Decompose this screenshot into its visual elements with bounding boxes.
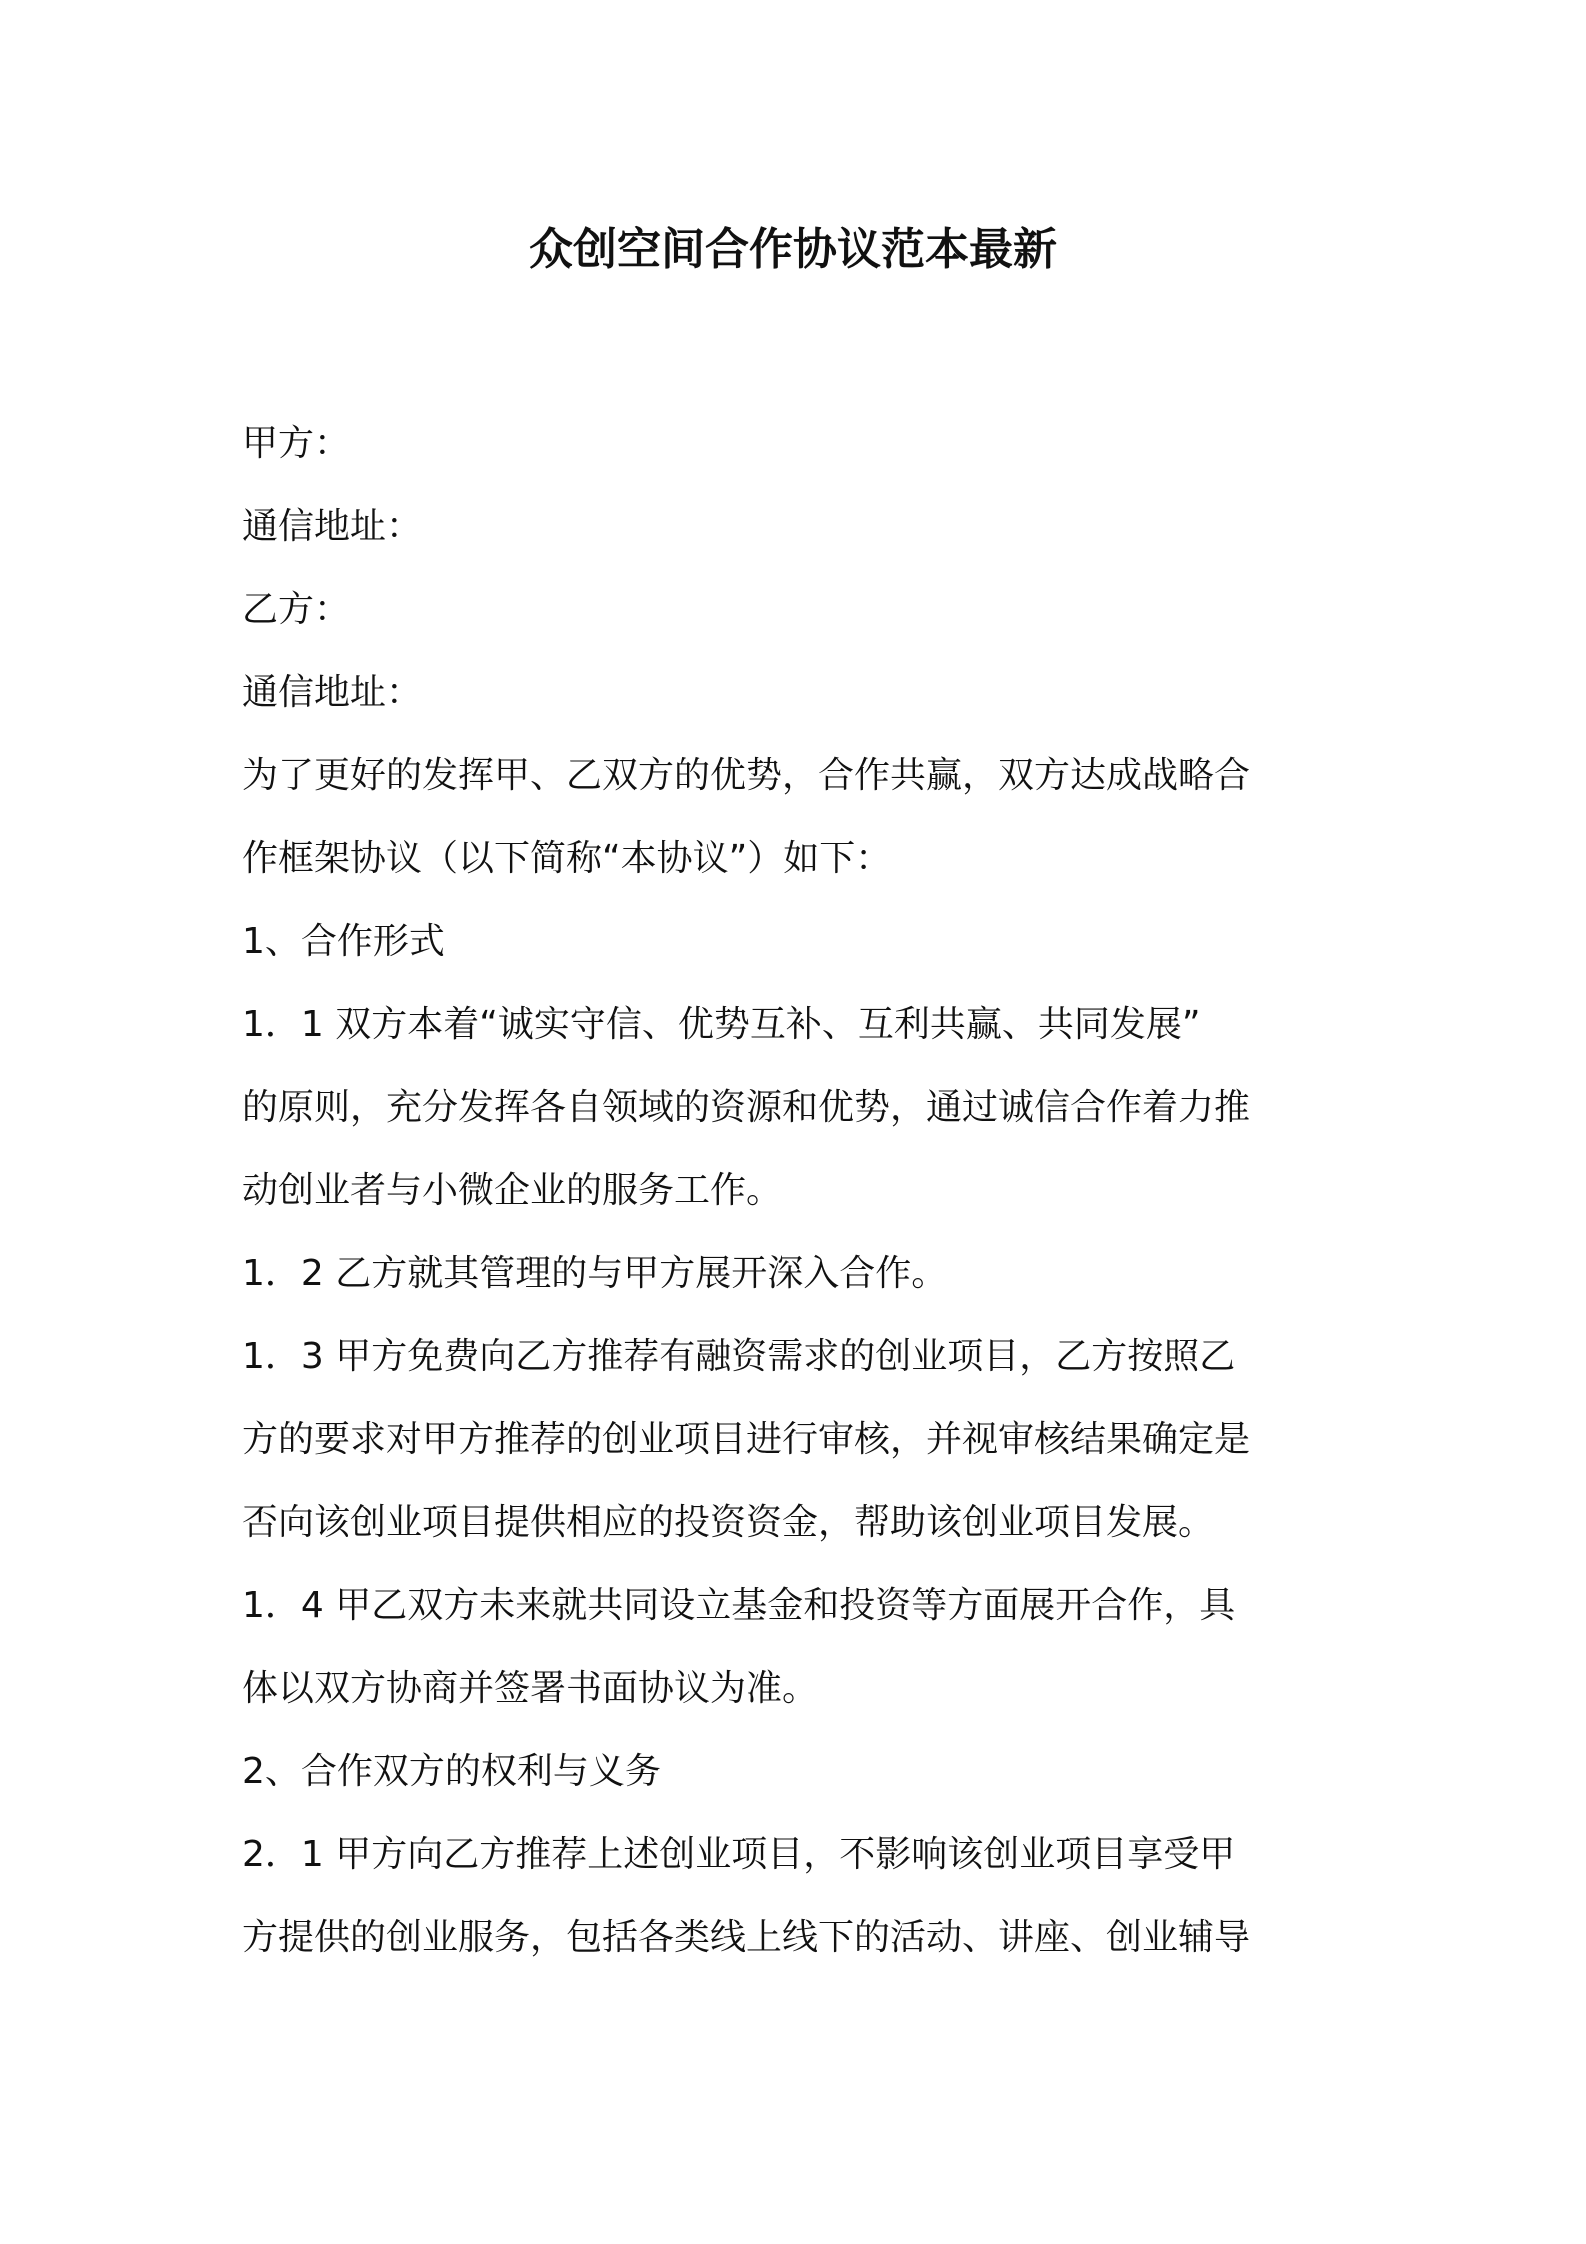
document-title: 众创空间合作协议范本最新 [529, 224, 1057, 275]
clause-line: 1．2 乙方就其管理的与甲方展开深入合作。 [242, 1253, 948, 1294]
party-b-label: 乙方： [242, 589, 351, 630]
clause-line: 1．1 双方本着“诚实守信、优势互补、互利共赢、共同发展” [242, 1004, 1201, 1045]
section-heading: 1、合作形式 [242, 921, 445, 962]
clause-line: 的原则，充分发挥各自领域的资源和优势，通过诚信合作着力推 [242, 1087, 1251, 1128]
section-heading: 2、合作双方的权利与义务 [242, 1751, 661, 1792]
clause-line: 否向该创业项目提供相应的投资资金，帮助该创业项目发展。 [242, 1502, 1215, 1543]
document-body [242, 402, 1352, 1979]
clause-line: 2．1 甲方向乙方推荐上述创业项目，不影响该创业项目享受甲 [242, 1834, 1236, 1875]
clause-line: 1．3 甲方免费向乙方推荐有融资需求的创业项目，乙方按照乙 [242, 1336, 1236, 1377]
clause-line: 方提供的创业服务，包括各类线上线下的活动、讲座、创业辅导 [242, 1917, 1251, 1958]
preamble-line: 作框架协议（以下简称“本协议”）如下： [242, 838, 892, 879]
clause-line: 体以双方协商并签署书面协议为准。 [242, 1668, 819, 1709]
party-b-address-label: 通信地址： [242, 672, 423, 713]
clause-line: 动创业者与小微企业的服务工作。 [242, 1170, 783, 1211]
clause-line: 方的要求对甲方推荐的创业项目进行审核，并视审核结果确定是 [242, 1419, 1251, 1460]
party-a-address-label: 通信地址： [242, 506, 423, 547]
preamble-line: 为了更好的发挥甲、乙双方的优势，合作共赢，双方达成战略合 [242, 755, 1251, 796]
party-a-label: 甲方： [242, 423, 351, 464]
clause-line: 1．4 甲乙双方未来就共同设立基金和投资等方面展开合作，具 [242, 1585, 1236, 1626]
